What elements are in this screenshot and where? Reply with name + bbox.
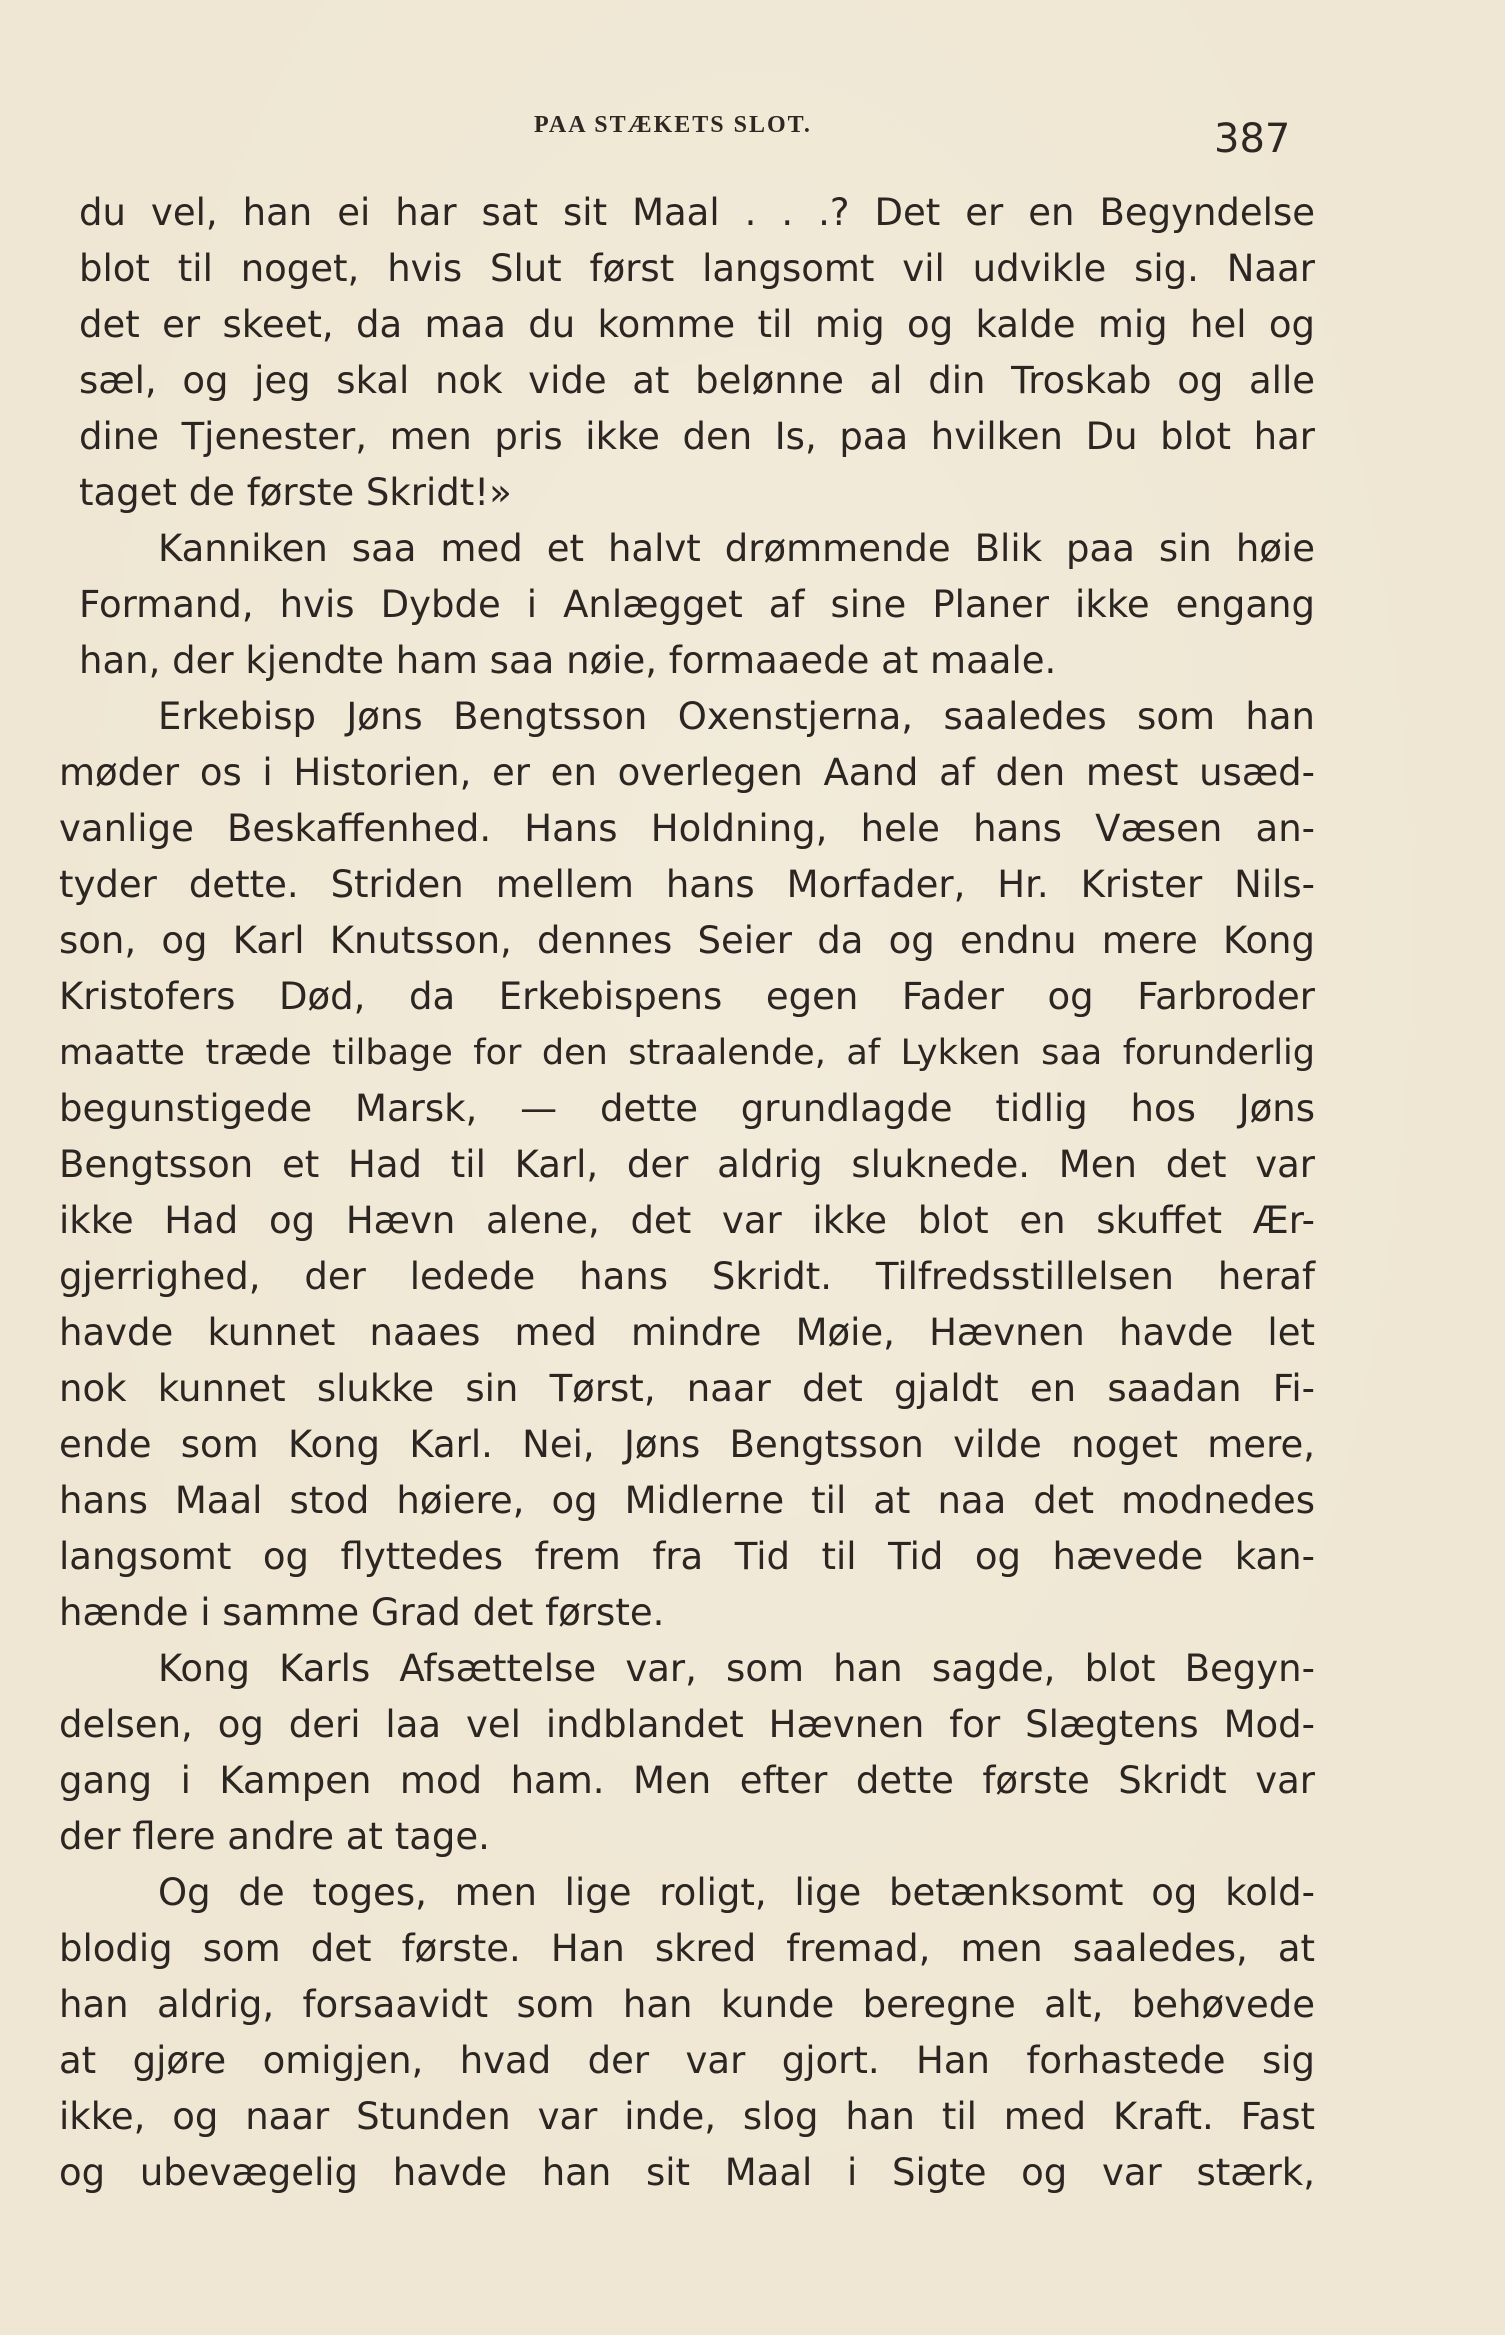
text-line: dine Tjenester, men pris ikke den Is, paa hvilken Du blot har (79, 415, 1315, 458)
text-line: Kong Karls Afsættelse var, som han sagde, blot Begyn- (158, 1647, 1315, 1690)
text-line: taget de første Skridt!» (79, 471, 512, 514)
text-line: der flere andre at tage. (59, 1815, 490, 1858)
text-line: vanlige Beskaffenhed. Hans Holdning, hele hans Væsen an- (59, 807, 1315, 850)
text-line: Og de toges, men lige roligt, lige betænksomt og kold- (158, 1871, 1315, 1914)
text-line: han aldrig, forsaavidt som han kunde beregne alt, behøvede (59, 1983, 1315, 2026)
text-line: son, og Karl Knutsson, dennes Seier da og endnu mere Kong (59, 919, 1315, 962)
text-line: hænde i samme Grad det første. (59, 1591, 665, 1634)
page-number: 387 (1214, 116, 1291, 162)
text-line: havde kunnet naaes med mindre Møie, Hævnen havde let (59, 1311, 1315, 1354)
text-line: og ubevægelig havde han sit Maal i Sigte og var stærk, (59, 2151, 1315, 2194)
text-line: ende som Kong Karl. Nei, Jøns Bengtsson vilde noget mere, (59, 1423, 1315, 1466)
text-line: maatte træde tilbage for den straalende, af Lykken saa forunderlig (59, 1033, 1315, 1073)
text-line: han, der kjendte ham saa nøie, formaaede at maale. (79, 639, 1057, 682)
running-head-title: PAA STÆKETS SLOT. (534, 112, 812, 138)
text-line: gjerrighed, der ledede hans Skridt. Tilfredsstillelsen heraf (59, 1255, 1315, 1298)
text-line: nok kunnet slukke sin Tørst, naar det gjaldt en saadan Fi- (59, 1367, 1315, 1410)
text-line: det er skeet, da maa du komme til mig og kalde mig hel og (79, 303, 1315, 346)
text-line: at gjøre omigjen, hvad der var gjort. Han forhastede sig (59, 2039, 1315, 2082)
text-line: delsen, og deri laa vel indblandet Hævnen for Slægtens Mod- (59, 1703, 1315, 1746)
text-line: blodig som det første. Han skred fremad, men saaledes, at (59, 1927, 1315, 1970)
text-line: gang i Kampen mod ham. Men efter dette første Skridt var (59, 1759, 1315, 1802)
text-line: begunstigede Marsk, — dette grundlagde tidlig hos Jøns (59, 1087, 1315, 1130)
text-line: hans Maal stod høiere, og Midlerne til at naa det modnedes (59, 1479, 1315, 1522)
text-line: tyder dette. Striden mellem hans Morfader, Hr. Krister Nils- (59, 863, 1315, 906)
text-line: ikke Had og Hævn alene, det var ikke blot en skuffet Ær- (59, 1199, 1315, 1242)
text-line: Formand, hvis Dybde i Anlægget af sine Planer ikke engang (79, 583, 1315, 626)
text-line: langsomt og flyttedes frem fra Tid til Tid og hævede kan- (59, 1535, 1315, 1578)
text-line: Kristofers Død, da Erkebispens egen Fader og Farbroder (59, 975, 1315, 1018)
running-head (0, 112, 1505, 162)
text-line: møder os i Historien, er en overlegen Aand af den mest usæd- (59, 751, 1315, 794)
text-line: du vel, han ei har sat sit Maal . . .? Det er en Begyndelse (79, 191, 1315, 234)
text-line: sæl, og jeg skal nok vide at belønne al din Troskab og alle (79, 359, 1315, 402)
text-line: Erkebisp Jøns Bengtsson Oxenstjerna, saaledes som han (158, 695, 1315, 738)
text-line: Kanniken saa med et halvt drømmende Blik paa sin høie (158, 527, 1315, 570)
text-line: blot til noget, hvis Slut først langsomt vil udvikle sig. Naar (79, 247, 1315, 290)
text-line: ikke, og naar Stunden var inde, slog han til med Kraft. Fast (59, 2095, 1315, 2138)
text-line: Bengtsson et Had til Karl, der aldrig sluknede. Men det var (59, 1143, 1315, 1186)
